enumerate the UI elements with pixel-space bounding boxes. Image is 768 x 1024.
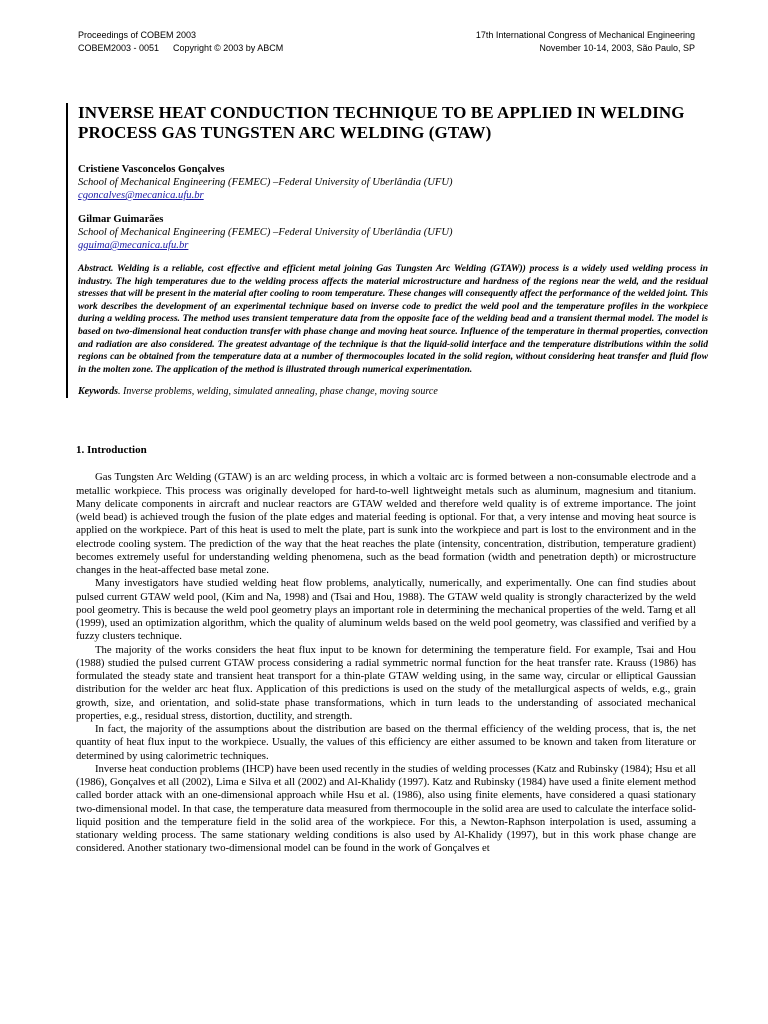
author-name: Cristiene Vasconcelos Gonçalves — [78, 164, 225, 175]
copyright: Copyright © 2003 by ABCM — [173, 43, 284, 53]
author-email-link[interactable]: gguima@mecanica.ufu.br — [78, 240, 189, 251]
keywords — [78, 385, 708, 398]
congress-label: 17th International Congress of Mechanical Engineering — [475, 30, 695, 40]
abstract: Abstract. Welding is a reliable, cost effective and efficient metal joining Gas Tungsten Arc Welding (GTAW)) process is a widely used welding process in industry. The high temperatures due to the welding process affects the material microstructure and hardness of the regions near the weld, and the residual stresses that will be present in the material after cooling to room temperature. These changes will consequently affect the performance of the welded joint. This work describes the development of an experimental technique based on inverse code to predict the weld pool and the temperature profiles in the workpiece during a welding process. The method uses transient temperature data from the opposite face of the welding bead and a transient thermal model. The model is based on two-dimensional heat conduction transfer with phase change and moving heat source. Influence of the temperature in thermal properties, convection and radiation are also considered. The greatest advantage of the technique is that the liquid-solid interface and the temperature distributions within the solid regions can be obtained from the temperature data at a number of thermocouples located in the solid region, without considering heat transfer and fluid flow in the molten zone. The application of the method is illustrated through numerical experimentation. — [78, 263, 708, 375]
conference-date-location: November 10-14, 2003, São Paulo, SP — [539, 43, 695, 53]
keywords-label: Keywords — [78, 386, 118, 398]
paper-id: COBEM2003 - 0051 — [78, 43, 160, 53]
body-paragraph: Many investigators have studied welding heat flow problems, analytically, numerically, and experimentally. One can find studies about pulsed current GTAW weld pool, (Kim and Na, 1998) and (Tsai and Hou, 1988). The GTAW weld quality is strongly characterized by the weld pool geometry. This is because the weld pool geometry plays an important role in determining the mechanical properties of the weld. Tarng et all (1999), used an optimization algorithm, which the quality of aluminum welds based on the weld pool geometry, was classified and verified by a fuzzy clusters technique. — [76, 577, 696, 643]
author-list — [78, 163, 708, 252]
author-name: Gilmar Guimarães — [78, 214, 164, 225]
author-email-link[interactable]: cgoncalves@mecanica.ufu.br — [78, 190, 204, 201]
paper-title: INVERSE HEAT CONDUCTION TECHNIQUE TO BE APPLIED IN WELDING PROCESS GAS TUNGSTEN ARC WELDING (GTAW) — [78, 103, 685, 142]
proceedings-label: Proceedings of COBEM 2003 — [78, 30, 197, 40]
title-block — [66, 103, 708, 398]
author-entry — [78, 163, 708, 202]
header-row-2 — [78, 42, 695, 55]
author-affiliation: School of Mechanical Engineering (FEMEC) –Federal University of Uberlândia (UFU) — [78, 227, 453, 238]
keywords-text: . Inverse problems, welding, simulated annealing, phase change, moving source — [118, 386, 438, 398]
paper-id-copyright — [78, 42, 283, 55]
header-row-1 — [78, 29, 695, 42]
author-entry — [78, 213, 708, 252]
page-header — [78, 29, 695, 55]
body-paragraph: Inverse heat conduction problems (IHCP) have been used recently in the studies of welding processes (Katz and Rubinsky (1984); Hsu et all (1986), Gonçalves et all (2002), Lima e Silva et all (2002) and Al-Khalidy (1997). Katz and Rubinsky (1984) have used a finite element method called border attack with an one-dimensional approach while Hsu et al. (1986), also using finite elements, have considered a quasi stationary two-dimensional model. In that case, the temperature data measured from thermocouple in the solid area are used to calculate the interface solid-liquid position and the temperature field in the solid area of the workpiece. For this, a Newton-Raphson interpolation is used, assuming a stationary welding process. The same stationary welding conditions is also used by Al-Khalidy (1997), but in this work phase change are considered. Another stationary two-dimensional model can be found in the work of Gonçalves et — [76, 762, 697, 855]
body-paragraph: The majority of the works considers the heat flux input to be known for determining the temperature field. For example, Tsai and Hou (1988) studied the pulsed current GTAW process considering a radial symmetric normal function for the heat transfer rate. Krauss (1986) has formulated the steady state and transient heat transport for a thin-plate GTAW welding using, in the same way, circular or elliptical Gaussian distribution for the welder arc heat flux. Application of this predictions is used on the study of the metallurgical aspects of welds, e.g., grain growth, size, and orientation, and solid-state phase transformations, which in turn leads to the understanding of associated mechanical properties, e.g., residual stress, distortion, ductility, and strength. — [76, 643, 696, 722]
author-affiliation: School of Mechanical Engineering (FEMEC) –Federal University of Uberlândia (UFU) — [78, 177, 453, 188]
body-paragraph: Gas Tungsten Arc Welding (GTAW) is an arc welding process, in which a voltaic arc is formed between a non-consumable electrode and a metallic workpiece. This process was originally developed for hard-to-well lightweight metals such as aluminum, magnesium and titanium. Many delicate components in aircraft and nuclear reactors are GTAW welded and therefore weld quality is of extreme importance. The joint (weld bead) is achieved trough the fusion of the plate edges and material feeding is optional. For that, a very intense and moving heat source is applied on the workpiece. Part of this heat is used to melt the plate, part is sunk into the workpiece and part is lost to the environment and in the electrode cooling system. The prediction of the way that the heat reaches the plate (intensity, concentration, distribution, temperature gradient) becomes extremely useful for understanding welding phenomena, such as the bead formation (width and penetration depth) or microstructure changes in the heat-affected base metal zone. — [76, 471, 696, 576]
introduction-section — [76, 444, 696, 856]
section-heading: 1. Introduction — [76, 444, 147, 456]
body-paragraph: In fact, the majority of the assumptions about the distribution are based on the thermal efficiency of the welding process, that is, the net quantity of heat flux input to the workpiece. Usually, the values of this efficiency are either assumed to be known and taken from literature or determined by using calorimetric techniques. — [76, 723, 696, 762]
